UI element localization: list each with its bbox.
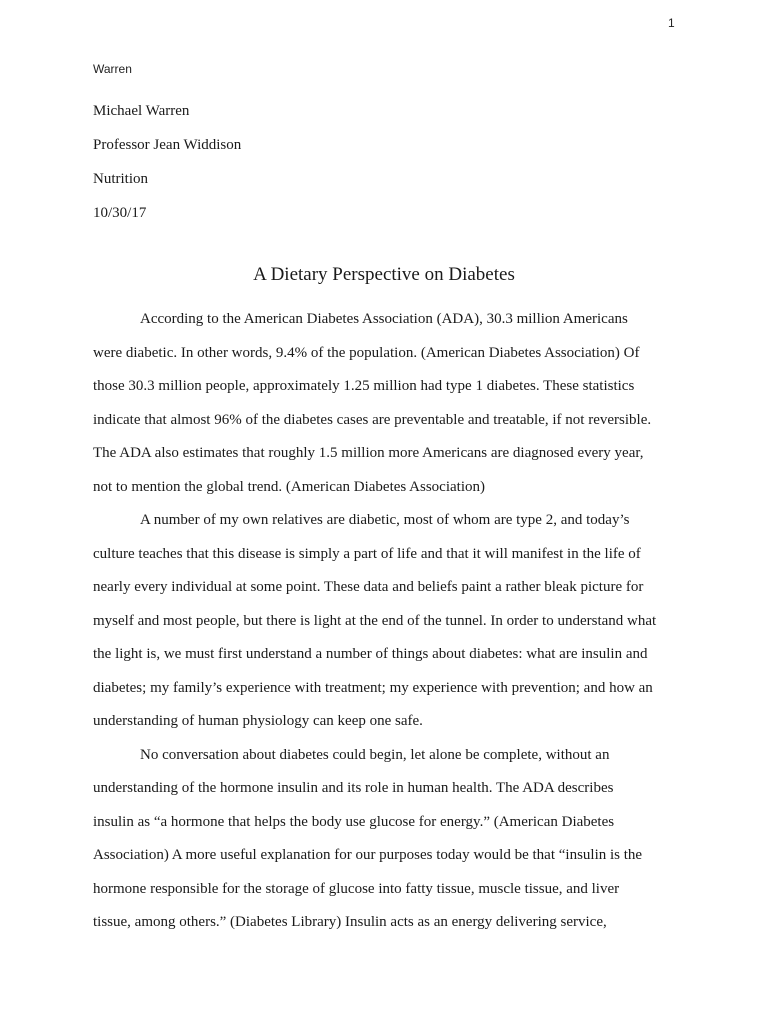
author-name: Michael Warren: [93, 103, 190, 119]
text-line: According to the American Diabetes Association (ADA), 30.3 million Americans: [140, 311, 628, 327]
text-line: nearly every individual at some point. These data and beliefs paint a rather bleak picture for: [93, 579, 644, 595]
text-line: insulin as “a hormone that helps the body use glucose for energy.” (American Diabetes: [93, 813, 615, 830]
paragraph: [93, 504, 675, 739]
page-number: 1: [668, 16, 675, 30]
text-line: the light is, we must first understand a number of things about diabetes: what are insulin and: [93, 646, 648, 662]
running-head: Warren: [93, 62, 132, 76]
text-line: A number of my own relatives are diabetic, most of whom are type 2, and today’s: [140, 512, 630, 528]
text-line: understanding of human physiology can keep one safe.: [93, 713, 423, 729]
text-line: those 30.3 million people, approximately 1.25 million had type 1 diabetes. These statistics: [93, 378, 635, 394]
date: 10/30/17: [93, 205, 147, 221]
text-line: Association) A more useful explanation for our purposes today would be that “insulin is the: [93, 847, 643, 863]
professor-name: Professor Jean Widdison: [93, 137, 242, 153]
text-line: understanding of the hormone insulin and its role in human health. The ADA describes: [93, 780, 614, 796]
header-block: [93, 94, 241, 230]
text-line: The ADA also estimates that roughly 1.5 million more Americans are diagnosed every year,: [93, 445, 644, 461]
paragraph: [93, 739, 675, 940]
essay-body: [93, 303, 675, 940]
essay-title: A Dietary Perspective on Diabetes: [253, 264, 515, 285]
text-line: tissue, among others.” (Diabetes Library) Insulin acts as an energy delivering service,: [93, 914, 607, 930]
text-line: diabetes; my family’s experience with treatment; my experience with prevention; and how an: [93, 679, 653, 696]
paragraph: [93, 303, 675, 504]
text-line: indicate that almost 96% of the diabetes cases are preventable and treatable, if not reversible.: [93, 411, 652, 428]
text-line: myself and most people, but there is light at the end of the tunnel. In order to understand what: [93, 612, 657, 629]
course-name: Nutrition: [93, 171, 148, 187]
text-line: culture teaches that this disease is simply a part of life and that it will manifest in the life of: [93, 545, 641, 562]
text-line: No conversation about diabetes could begin, let alone be complete, without an: [140, 746, 610, 763]
text-line: not to mention the global trend. (American Diabetes Association): [93, 478, 485, 495]
text-line: hormone responsible for the storage of glucose into fatty tissue, muscle tissue, and liver: [93, 880, 620, 897]
text-line: were diabetic. In other words, 9.4% of the population. (American Diabetes Association) Of: [93, 344, 640, 361]
